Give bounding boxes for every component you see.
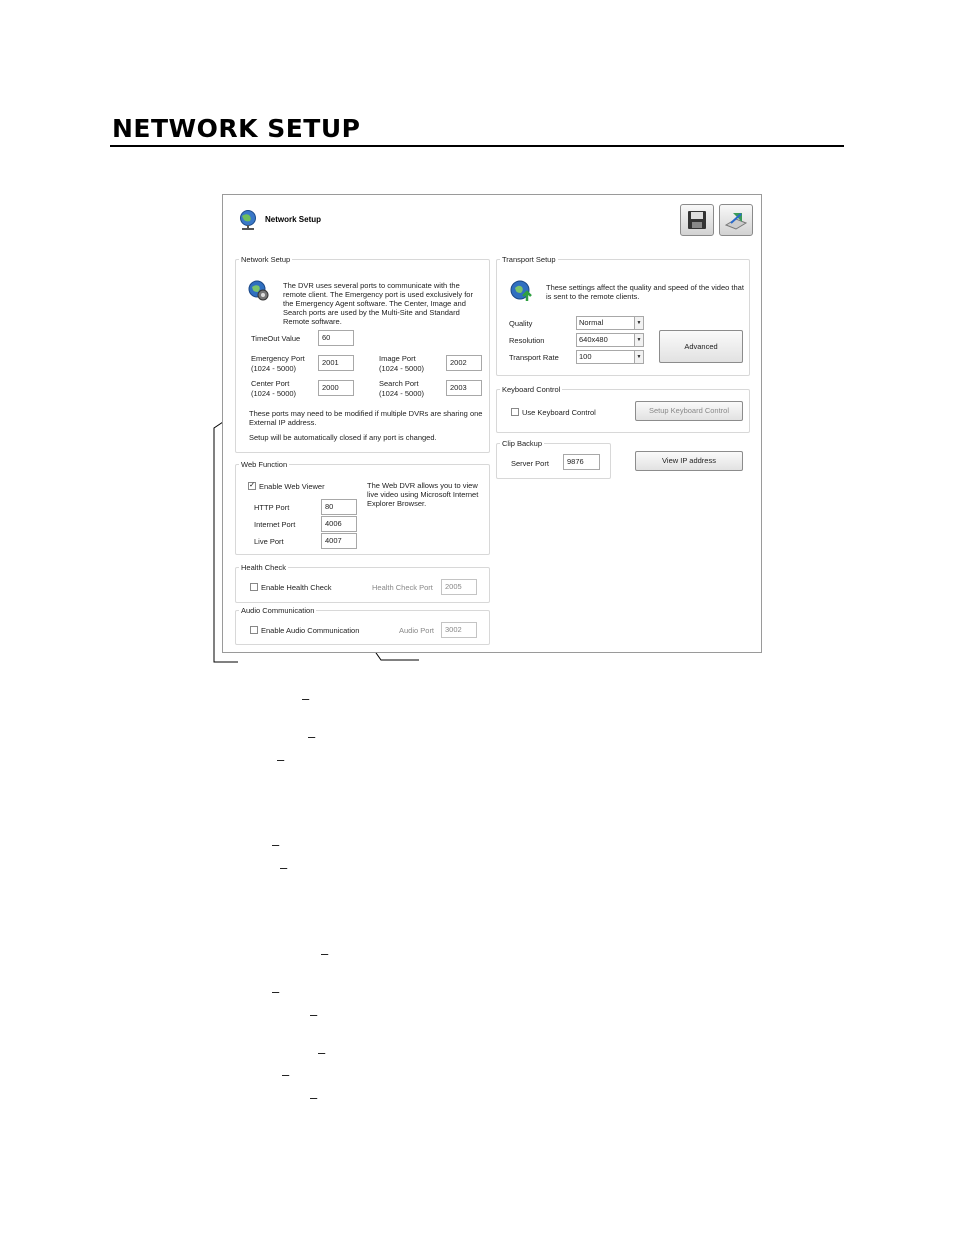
chevron-down-icon: ▼ — [634, 334, 643, 346]
network-description: The DVR uses several ports to communicate with the remote client. The Emergency port is used exclusively for the Emergency Agent software. The Center, Image and Search ports are used by the Multi-Site and Standard Remote software. — [283, 281, 473, 326]
image-port-range: (1024 - 5000) — [379, 364, 425, 373]
quality-select[interactable] — [576, 316, 644, 330]
live-port-label: Live Port — [254, 537, 284, 546]
audio-port-input[interactable]: 3002 — [441, 622, 477, 638]
search-port-range: (1024 - 5000) — [379, 389, 425, 398]
health-check-port-input[interactable]: 2005 — [441, 579, 477, 595]
dash-marker: – — [272, 984, 280, 999]
health-check-legend: Health Check — [241, 563, 287, 572]
server-port-label: Server Port — [511, 459, 549, 468]
emergency-port-range: (1024 - 5000) — [251, 364, 297, 373]
dash-marker: – — [308, 729, 316, 744]
timeout-input[interactable]: 60 — [318, 330, 354, 346]
dash-marker: – — [321, 946, 329, 961]
globe-network-icon — [237, 209, 259, 231]
live-port-input[interactable]: 4007 — [321, 533, 357, 549]
transport-rate-value: 100 — [579, 352, 592, 361]
chevron-down-icon: ▼ — [634, 317, 643, 329]
save-button[interactable] — [680, 204, 714, 236]
keyboard-control-legend: Keyboard Control — [502, 385, 561, 394]
enable-health-check-checkbox[interactable] — [250, 583, 258, 591]
internet-port-input[interactable]: 4006 — [321, 516, 357, 532]
advanced-button[interactable]: Advanced — [659, 330, 743, 363]
http-port-input[interactable]: 80 — [321, 499, 357, 515]
quality-label: Quality — [509, 319, 533, 328]
page-heading: NETWORK SETUP — [112, 114, 361, 143]
timeout-label: TimeOut Value — [251, 334, 301, 343]
dash-marker: – — [318, 1045, 326, 1060]
internet-port-label: Internet Port — [254, 520, 296, 529]
enable-web-viewer-label: Enable Web Viewer — [259, 482, 325, 491]
transport-description: These settings affect the quality and speed of the video that is sent to the remote clients. — [546, 283, 744, 301]
clip-backup-legend: Clip Backup — [502, 439, 543, 448]
enable-web-viewer-checkbox[interactable] — [248, 482, 256, 490]
center-port-input[interactable]: 2000 — [318, 380, 354, 396]
exit-icon — [720, 205, 752, 235]
center-port-label: Center Port — [251, 379, 290, 388]
transport-rate-select[interactable] — [576, 350, 644, 364]
http-port-label: HTTP Port — [254, 503, 290, 512]
audio-port-label: Audio Port — [399, 626, 435, 635]
network-setup-window — [222, 194, 762, 653]
enable-audio-label: Enable Audio Communication — [261, 626, 360, 635]
search-port-input[interactable]: 2003 — [446, 380, 482, 396]
checkmark-icon: ✓ — [249, 482, 255, 489]
center-port-range: (1024 - 5000) — [251, 389, 297, 398]
network-setup-legend: Network Setup — [241, 255, 291, 264]
dash-marker: – — [302, 691, 310, 706]
transport-setup-legend: Transport Setup — [502, 255, 556, 264]
window-title: Network Setup — [265, 215, 322, 224]
dash-marker: – — [277, 752, 285, 767]
chevron-down-icon: ▼ — [634, 351, 643, 363]
web-description: The Web DVR allows you to view live video using Microsoft Internet Explorer Browser. — [367, 481, 479, 508]
dash-marker: – — [310, 1007, 318, 1022]
view-ip-address-button[interactable]: View IP address — [635, 451, 743, 471]
emergency-port-label: Emergency Port — [251, 354, 305, 363]
image-port-input[interactable]: 2002 — [446, 355, 482, 371]
setup-keyboard-control-button[interactable]: Setup Keyboard Control — [635, 401, 743, 421]
emergency-port-input[interactable]: 2001 — [318, 355, 354, 371]
resolution-value: 640x480 — [579, 335, 608, 344]
port-note: These ports may need to be modified if multiple DVRs are sharing one External IP address. — [249, 409, 483, 427]
exit-button[interactable] — [719, 204, 753, 236]
server-port-input[interactable]: 9876 — [563, 454, 600, 470]
enable-audio-checkbox[interactable] — [250, 626, 258, 634]
dash-marker: – — [280, 860, 288, 875]
transport-rate-label: Transport Rate — [509, 353, 559, 362]
search-port-label: Search Port — [379, 379, 419, 388]
network-gear-icon — [247, 279, 271, 303]
dash-marker: – — [310, 1090, 318, 1105]
resolution-select[interactable] — [576, 333, 644, 347]
dash-marker: – — [272, 837, 280, 852]
enable-health-check-label: Enable Health Check — [261, 583, 332, 592]
floppy-disk-icon — [681, 205, 713, 235]
image-port-label: Image Port — [379, 354, 416, 363]
use-keyboard-control-label: Use Keyboard Control — [522, 408, 596, 417]
dash-marker: – — [282, 1067, 290, 1082]
health-check-port-label: Health Check Port — [372, 583, 433, 592]
resolution-label: Resolution — [509, 336, 545, 345]
web-function-legend: Web Function — [241, 460, 288, 469]
use-keyboard-control-checkbox[interactable] — [511, 408, 519, 416]
quality-value: Normal — [579, 318, 604, 327]
port-change-note: Setup will be automatically closed if any port is changed. — [249, 433, 437, 442]
globe-upload-icon — [509, 279, 533, 303]
audio-communication-legend: Audio Communication — [241, 606, 315, 615]
